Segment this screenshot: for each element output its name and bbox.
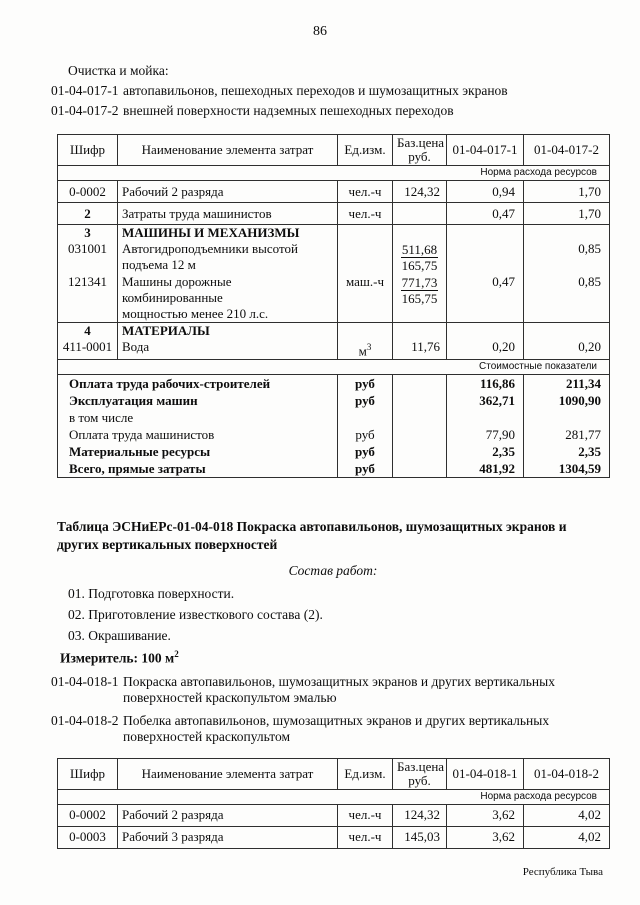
cell-code: 0-0002	[58, 804, 118, 826]
cell-code: 4	[58, 323, 118, 340]
cell-value-2: 281,77	[524, 426, 610, 443]
section-017-intro	[51, 61, 640, 121]
cost-label: Оплата труда рабочих-строителей	[58, 375, 338, 393]
section-header-row	[58, 225, 610, 242]
cell-empty	[447, 409, 524, 426]
intro-title: Очистка и мойка:	[68, 63, 169, 78]
cell-value-1: 0,47	[447, 274, 524, 323]
cell-value-1: 3,62	[447, 804, 524, 826]
cell-value-1: 3,62	[447, 826, 524, 848]
work-item: 01. Подготовка поверхности.	[68, 586, 235, 602]
cell-name: Рабочий 3 разряда	[118, 826, 338, 848]
cost-label: Материальные ресурсы	[58, 443, 338, 460]
cell-empty	[338, 409, 393, 426]
cell-value-1: 0,94	[447, 181, 524, 203]
fraction-bottom: 165,75	[401, 291, 438, 306]
cost-label: Эксплуатация машин	[58, 392, 338, 409]
cell-price-fraction	[393, 241, 447, 274]
footer-region-label: Республика Тыва	[522, 866, 603, 878]
table-row	[58, 181, 610, 203]
cell-value-2: 0,85	[524, 241, 610, 274]
table-row	[58, 241, 610, 274]
cell-name: МАТЕРИАЛЫ	[118, 323, 338, 340]
header-col1: 01-04-017-1	[447, 135, 524, 166]
cell-value-2: 1304,59	[524, 460, 610, 478]
cell-name: Рабочий 2 разряда	[118, 804, 338, 826]
cell-value-2: 0,20	[524, 339, 610, 360]
cell-unit: чел.-ч	[338, 826, 393, 848]
meter-superscript: 2	[174, 649, 179, 660]
header-price-line2: руб.	[408, 772, 431, 788]
cell-name: Вода	[118, 339, 338, 360]
header-code: Шифр	[58, 135, 118, 166]
cell-empty	[524, 323, 610, 340]
header-col1: 01-04-018-1	[447, 758, 524, 789]
cell-unit: руб	[338, 443, 393, 460]
works-title: Состав работ:	[288, 563, 378, 579]
meter-text: Измеритель: 100 м	[60, 650, 175, 666]
cell-name	[118, 241, 338, 274]
cost-label: в том числе	[58, 409, 338, 426]
cell-value-2: 4,02	[524, 826, 610, 848]
header-col2: 01-04-017-2	[524, 135, 610, 166]
header-price-line1: Баз.цена	[397, 135, 445, 150]
definition-code: 01-04-018-1	[51, 673, 119, 689]
cell-unit: руб	[338, 460, 393, 478]
definition-code: 01-04-017-1	[51, 83, 119, 98]
cell-price: 124,32	[393, 181, 447, 203]
definition-text: автопавильонов, пешеходных переходов и шумозащитных экранов	[123, 83, 508, 98]
norm-table-018	[57, 758, 610, 849]
cost-row	[58, 409, 610, 426]
cell-unit: чел.-ч	[338, 804, 393, 826]
cell-empty	[393, 443, 447, 460]
header-unit: Ед.изм.	[338, 135, 393, 166]
norm-band-label: Норма расхода ресурсов	[58, 166, 610, 181]
cell-price: 124,32	[393, 804, 447, 826]
section-018-definitions	[51, 674, 640, 745]
price-fraction	[401, 242, 438, 273]
header-col2: 01-04-018-2	[524, 758, 610, 789]
header-unit: Ед.изм.	[338, 758, 393, 789]
norm-band-row	[58, 789, 610, 804]
cell-value-2: 2,35	[524, 443, 610, 460]
header-price-line1: Баз.цена	[397, 758, 445, 774]
cost-label: Оплата труда машинистов	[58, 426, 338, 443]
cell-empty	[447, 225, 524, 242]
cell-empty	[338, 225, 393, 242]
norm-band-label: Норма расхода ресурсов	[58, 789, 610, 804]
meter-label	[60, 649, 640, 667]
name-line: мощностью менее 210 л.с.	[122, 306, 269, 321]
definition-row	[51, 713, 640, 745]
definition-code: 01-04-018-2	[51, 712, 119, 728]
cost-row	[58, 426, 610, 443]
cell-value-1: 481,92	[447, 460, 524, 478]
cell-empty	[338, 323, 393, 340]
definition-text: Побелка автопавильонов, шумозащитных экранов и других вертикальных поверхностей краскопультом	[123, 712, 550, 744]
cost-row	[58, 460, 610, 478]
page-number: 86	[313, 24, 327, 39]
name-line: Автогидроподъемники высотой	[122, 241, 298, 256]
cell-empty	[393, 392, 447, 409]
cell-code: 2	[58, 203, 118, 225]
header-price	[393, 135, 447, 166]
table-row	[58, 826, 610, 848]
header-name: Наименование элемента затрат	[118, 758, 338, 789]
work-item: 02. Приготовление известкового состава (2).	[68, 607, 323, 623]
table-row	[58, 203, 610, 225]
header-name: Наименование элемента затрат	[118, 135, 338, 166]
price-fraction	[401, 275, 439, 306]
cell-code: 411-0001	[58, 339, 118, 360]
cell-value-1: 0,20	[447, 339, 524, 360]
cell-value-1	[447, 241, 524, 274]
cell-value-1: 0,47	[447, 203, 524, 225]
cost-label: Всего, прямые затраты	[58, 460, 338, 478]
name-line: Машины дорожные комбинированные	[122, 274, 232, 305]
cell-name: Затраты труда машинистов	[118, 203, 338, 225]
norm-table-017	[57, 134, 610, 478]
cell-code: 3	[58, 225, 118, 242]
cell-code: 031001	[58, 241, 118, 274]
cell-name: Рабочий 2 разряда	[118, 181, 338, 203]
cell-empty	[393, 375, 447, 393]
cell-price: 11,76	[393, 339, 447, 360]
cell-unit	[338, 241, 393, 274]
cell-price-fraction	[393, 274, 447, 323]
cell-value-1: 362,71	[447, 392, 524, 409]
definition-text: Покраска автопавильонов, шумозащитных экранов и других вертикальных поверхностей краскопультом эмалью	[123, 673, 555, 705]
cell-empty	[393, 409, 447, 426]
cell-unit: чел.-ч	[338, 181, 393, 203]
cell-unit: маш.-ч	[338, 274, 393, 323]
cell-empty	[393, 460, 447, 478]
unit-base: м	[358, 343, 367, 359]
cell-empty	[524, 225, 610, 242]
cell-code: 0-0003	[58, 826, 118, 848]
definition-code: 01-04-017-2	[51, 103, 119, 118]
cell-value-2: 0,85	[524, 274, 610, 323]
table-row	[58, 339, 610, 360]
definition-row	[51, 674, 640, 706]
cost-band-row	[58, 360, 610, 375]
cell-empty	[393, 225, 447, 242]
fraction-bottom: 165,75	[401, 258, 438, 273]
cell-code: 0-0002	[58, 181, 118, 203]
table-row	[58, 274, 610, 323]
cell-value-2: 211,34	[524, 375, 610, 393]
definition-row	[51, 81, 640, 101]
cell-unit: руб	[338, 392, 393, 409]
cell-unit: руб	[338, 375, 393, 393]
cell-code: 121341	[58, 274, 118, 323]
cost-row	[58, 375, 610, 393]
fraction-top: 771,73	[401, 275, 438, 290]
cell-value-2: 1,70	[524, 203, 610, 225]
cell-price	[393, 203, 447, 225]
cell-value-2: 4,02	[524, 804, 610, 826]
cell-unit: руб	[338, 426, 393, 443]
work-item: 03. Окрашивание.	[68, 628, 171, 644]
norm-band-row	[58, 166, 610, 181]
table-header-row	[58, 135, 610, 166]
cell-empty	[393, 426, 447, 443]
table-header-row	[58, 758, 610, 789]
cell-value-1: 77,90	[447, 426, 524, 443]
header-price	[393, 758, 447, 789]
cell-value-2: 1090,90	[524, 392, 610, 409]
table-row	[58, 804, 610, 826]
header-price-line2: руб.	[408, 149, 431, 164]
cell-empty	[524, 409, 610, 426]
table-018-heading: Таблица ЭСНиЕРс-01-04-018 Покраска автопавильонов, шумозащитных экранов и других вертикальных поверхностей	[57, 519, 567, 553]
fraction-top: 511,68	[401, 242, 438, 257]
name-line: подъема 12 м	[122, 257, 196, 272]
cell-value-1: 116,86	[447, 375, 524, 393]
section-header-row	[58, 323, 610, 340]
cost-row	[58, 392, 610, 409]
cell-name	[118, 274, 338, 323]
cell-price: 145,03	[393, 826, 447, 848]
cell-empty	[393, 323, 447, 340]
cell-value-2: 1,70	[524, 181, 610, 203]
cost-row	[58, 443, 610, 460]
cost-band-label: Стоимостные показатели	[58, 360, 610, 375]
cell-name: МАШИНЫ И МЕХАНИЗМЫ	[118, 225, 338, 242]
cell-unit: чел.-ч	[338, 203, 393, 225]
header-code: Шифр	[58, 758, 118, 789]
definition-row	[51, 101, 640, 121]
cell-empty	[447, 323, 524, 340]
definition-text: внешней поверхности надземных пешеходных переходов	[123, 103, 454, 118]
cell-unit	[338, 339, 393, 360]
unit-superscript: 3	[366, 342, 372, 352]
cell-value-1: 2,35	[447, 443, 524, 460]
